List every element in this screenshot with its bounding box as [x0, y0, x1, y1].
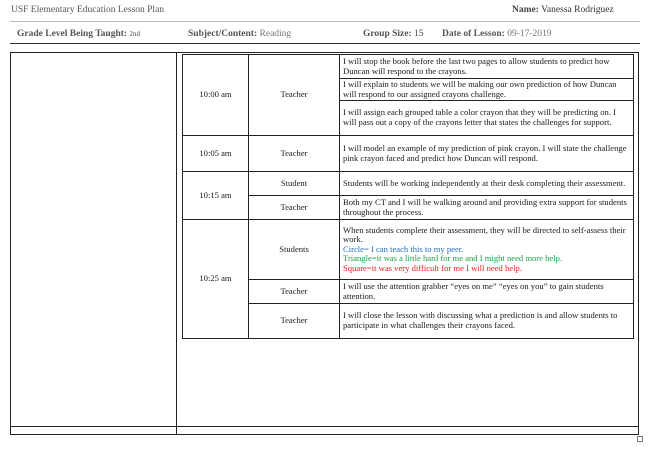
- table-row: [183, 280, 634, 304]
- group-label: Group Size:: [363, 29, 412, 39]
- name-value: Vanessa Rodriguez: [541, 5, 614, 15]
- grade-value: 2nd: [129, 30, 140, 38]
- role-cell: Student: [249, 172, 340, 196]
- activity-cell: Both my CT and I will be walking around and providing extra support for students throughout the process.: [340, 196, 634, 220]
- activity-cell: I will model an example of my prediction of pink crayon. I will state the challenge pink crayon faced and predict how Duncan will respond.: [340, 136, 634, 172]
- column-divider: [176, 52, 177, 435]
- activity-cell: I will assign each grouped table a color crayon that they will be predicting on. I will pass out a copy of the crayons letter that states the challenges for support.: [340, 101, 634, 136]
- schedule-table: [182, 54, 634, 339]
- table-row: [183, 196, 634, 220]
- activity-cell: Students will be working independently at their desk completing their assessment.: [340, 172, 634, 196]
- role-cell: Teacher: [249, 55, 340, 136]
- time-cell: 10:05 am: [183, 136, 249, 172]
- time-cell: 10:25 am: [183, 220, 249, 339]
- role-cell: Teacher: [249, 304, 340, 339]
- subject-value: Reading: [259, 29, 292, 39]
- role-cell: Teacher: [249, 280, 340, 304]
- document-title: USF Elementary Education Lesson Plan: [11, 5, 165, 15]
- triangle-criterion: Triangle=it was a little hard for me and I might need more help.: [343, 253, 563, 264]
- lesson-date: [442, 29, 552, 39]
- date-label: Date of Lesson:: [442, 29, 505, 39]
- circle-criterion: Circle= I can teach this to my peer.: [343, 243, 464, 254]
- table-row: [183, 220, 634, 280]
- activity-cell: I will explain to students we will be making our own prediction of how Duncan will respond to our assigned crayons challenge.: [340, 79, 634, 101]
- bottom-row-divider: [10, 426, 639, 427]
- teacher-name: [512, 5, 614, 15]
- square-criterion: Square=it was very difficult for me I will need help.: [343, 262, 522, 273]
- table-row: [183, 304, 634, 339]
- activity-cell: I will stop the book before the last two pages to allow students to predict how Duncan will respond to the crayons.: [340, 55, 634, 79]
- time-cell: 10:00 am: [183, 55, 249, 136]
- header-divider-bottom: [10, 43, 640, 44]
- table-resize-handle[interactable]: [637, 436, 643, 442]
- header-divider-top: [10, 21, 640, 22]
- table-row: [183, 55, 634, 79]
- role-cell: Teacher: [249, 196, 340, 220]
- activity-cell: I will close the lesson with discussing what a prediction is and allow students to participate in what challenges their crayons faced.: [340, 304, 634, 339]
- group-value: 15: [414, 29, 424, 39]
- role-cell: Students: [249, 220, 340, 280]
- group-size: [363, 29, 424, 39]
- date-value: 09-17-2019: [507, 29, 552, 39]
- grade-level: [17, 29, 140, 39]
- time-cell: 10:15 am: [183, 172, 249, 220]
- activity-cell: I will use the attention grabber “eyes on me” “eyes on you” to gain students attention.: [340, 280, 634, 304]
- role-cell: Teacher: [249, 136, 340, 172]
- activity-cell: [340, 220, 634, 280]
- table-row: [183, 136, 634, 172]
- self-assess-instructions: When students complete their assessment, they will be directed to self-assess their work.: [343, 224, 626, 245]
- subject: [188, 29, 291, 39]
- grade-label: Grade Level Being Taught:: [17, 29, 128, 39]
- table-row: [183, 172, 634, 196]
- subject-label: Subject/Content:: [188, 29, 258, 39]
- name-label: Name:: [512, 5, 539, 15]
